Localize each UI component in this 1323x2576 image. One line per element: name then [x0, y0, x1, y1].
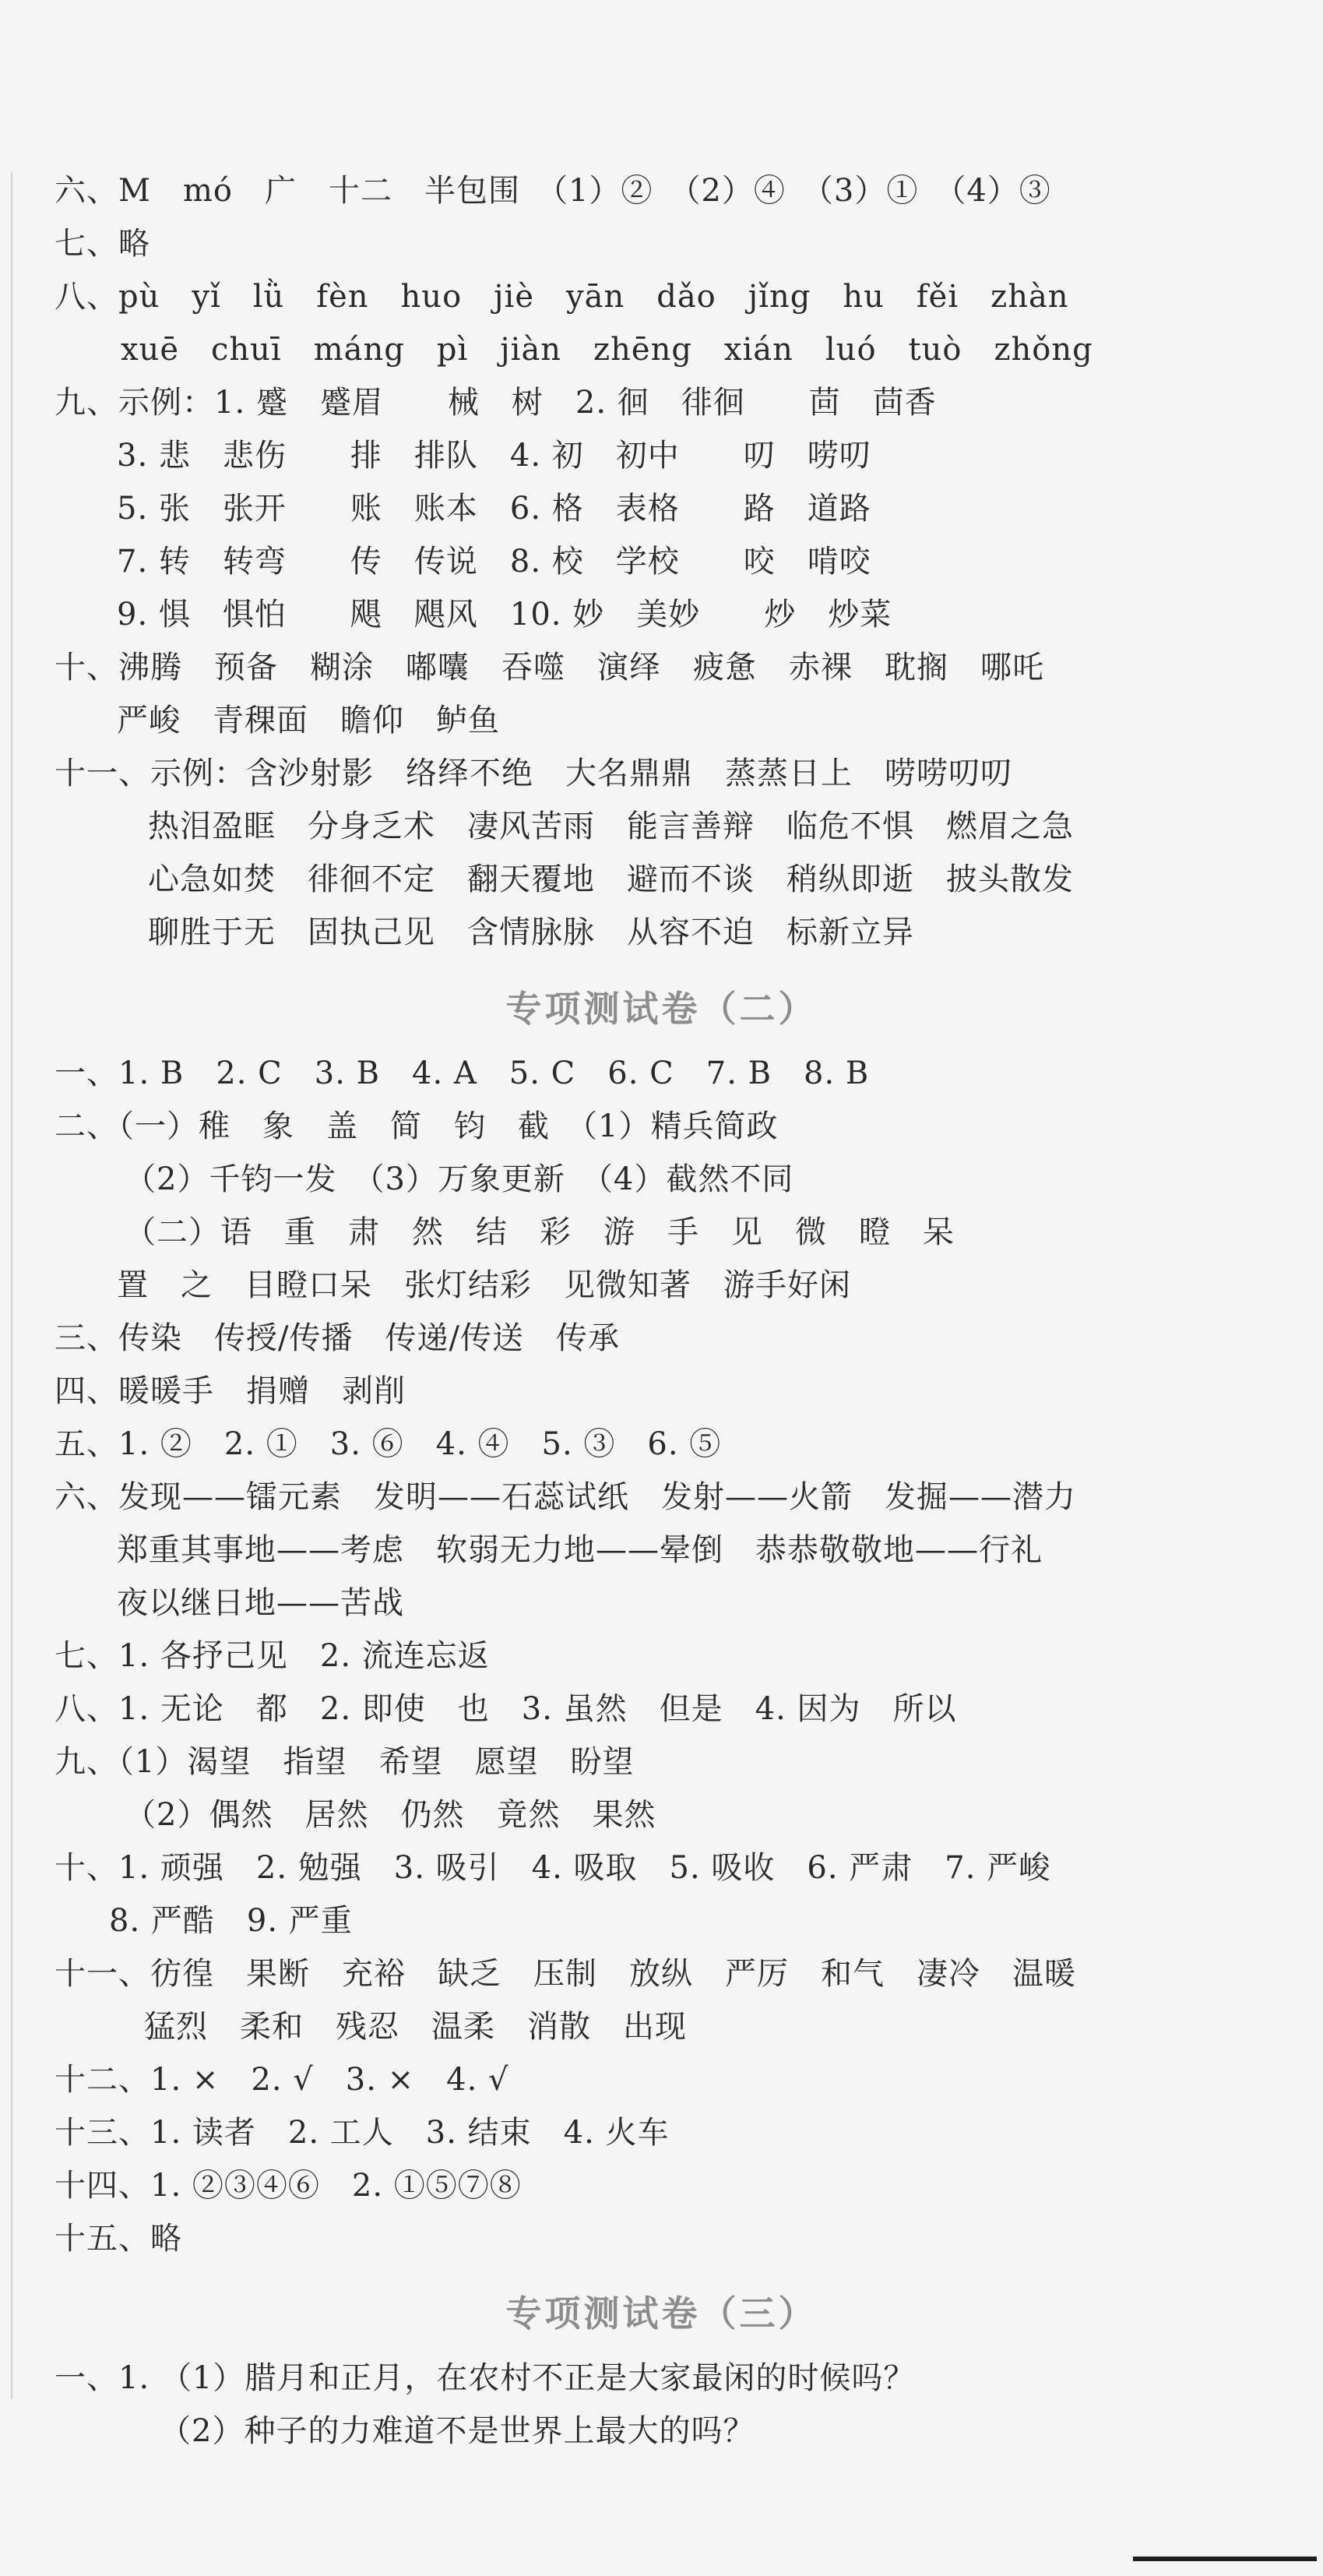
pinyin-line: xuē chuī máng pì jiàn zhēng xián luó tuò zhǒng	[121, 332, 1093, 368]
answer-line: （2）偶然 居然 仍然 竟然 果然	[125, 1797, 656, 1833]
answer-line: 心急如焚 徘徊不定 翻天覆地 避而不谈 稍纵即逝 披头散发	[148, 862, 1074, 897]
answer-line: 郑重其事地——考虑 软弱无力地——晕倒 恭恭敬敬地——行礼	[117, 1532, 1043, 1568]
answer-line: 3. 悲 悲伤 排 排队 4. 初 初中 叨 唠叨	[117, 438, 871, 474]
answer-line: （二）语 重 肃 然 结 彩 游 手 见 微 瞪 呆	[125, 1214, 955, 1250]
answer-line: 十五、略	[55, 2221, 182, 2257]
answer-line: 六、M mó 广 十二 半包围 （1）② （2）④ （3）① （4）③	[55, 173, 1051, 209]
answer-line: 十、1. 顽强 2. 勉强 3. 吸引 4. 吸取 5. 吸收 6. 严肃 7. 严峻	[55, 1850, 1051, 1886]
answer-line: 二、（一）稚 象 盖 简 钧 截 （1）精兵简政	[55, 1108, 779, 1144]
answer-line: 五、1. ② 2. ① 3. ⑥ 4. ④ 5. ③ 6. ⑤	[55, 1426, 722, 1462]
answer-line: 六、发现——镭元素 发明——石蕊试纸 发射——火箭 发掘——潜力	[55, 1479, 1076, 1515]
footer-rule	[1133, 2557, 1317, 2561]
answer-line: 一、1. B 2. C 3. B 4. A 5. C 6. C 7. B 8. B	[55, 1055, 870, 1091]
answer-line: 7. 转 转弯 传 传说 8. 校 学校 咬 啃咬	[117, 544, 871, 580]
section-heading: 专项测试卷（三）	[505, 2292, 818, 2335]
answer-line: 置 之 目瞪口呆 张灯结彩 见微知著 游手好闲	[117, 1267, 851, 1303]
margin-line	[11, 171, 12, 2399]
answer-line: 十一、彷徨 果断 充裕 缺乏 压制 放纵 严厉 和气 凄冷 温暖	[55, 1956, 1076, 1992]
answer-line: 9. 惧 惧怕 飓 飓风 10. 妙 美妙 炒 炒菜	[117, 597, 892, 633]
answer-line: 十、沸腾 预备 糊涂 嘟囔 吞噬 演绎 疲惫 赤裸 耽搁 哪吒	[55, 650, 1044, 685]
answer-line: 5. 张 张开 账 账本 6. 格 表格 路 道路	[117, 491, 871, 527]
answer-line: 猛烈 柔和 残忍 温柔 消散 出现	[144, 2009, 687, 2045]
answer-line: （2）种子的力难道不是世界上最大的吗？	[160, 2413, 755, 2449]
answer-line: 三、传染 传授/传播 传递/传送 传承	[55, 1320, 620, 1356]
answer-line: 九、（1）渴望 指望 希望 愿望 盼望	[55, 1744, 635, 1780]
answer-line: 严峻 青稞面 瞻仰 鲈鱼	[117, 703, 500, 738]
answer-line: 十一、示例：含沙射影 络绎不绝 大名鼎鼎 蒸蒸日上 唠唠叨叨	[55, 756, 1012, 791]
answer-line: 四、暖暖手 捐赠 剥削	[55, 1373, 406, 1409]
section-heading: 专项测试卷（二）	[505, 988, 818, 1030]
answer-line: 七、1. 各抒己见 2. 流连忘返	[55, 1638, 490, 1674]
answer-line: 热泪盈眶 分身乏术 凄风苦雨 能言善辩 临危不惧 燃眉之急	[148, 809, 1074, 844]
answer-line: 七、略	[55, 226, 150, 262]
answer-line: 十三、1. 读者 2. 工人 3. 结束 4. 火车	[55, 2115, 670, 2151]
answer-line: （2）千钧一发 （3）万象更新 （4）截然不同	[125, 1161, 794, 1197]
answer-line: 一、1. （1）腊月和正月，在农村不正是大家最闲的时候吗？	[55, 2360, 916, 2396]
pinyin-line: 八、pù yǐ lǜ fèn huo jiè yān dǎo jǐng hu fěi zhàn	[55, 279, 1069, 315]
answer-line: 十四、1. ②③④⑥ 2. ①⑤⑦⑧	[55, 2168, 522, 2204]
answer-line: 九、示例：1. 蹙 蹙眉 械 树 2. 徊 徘徊 茴 茴香	[55, 385, 937, 421]
answer-line: 十二、1. × 2. √ 3. × 4. √	[55, 2062, 509, 2098]
answer-line: 8. 严酷 9. 严重	[109, 1903, 353, 1939]
answer-line: 夜以继日地——苦战	[117, 1585, 404, 1621]
answer-line: 聊胜于无 固执己见 含情脉脉 从容不迫 标新立异	[148, 914, 914, 950]
answer-line: 八、1. 无论 都 2. 即使 也 3. 虽然 但是 4. 因为 所以	[55, 1691, 957, 1727]
